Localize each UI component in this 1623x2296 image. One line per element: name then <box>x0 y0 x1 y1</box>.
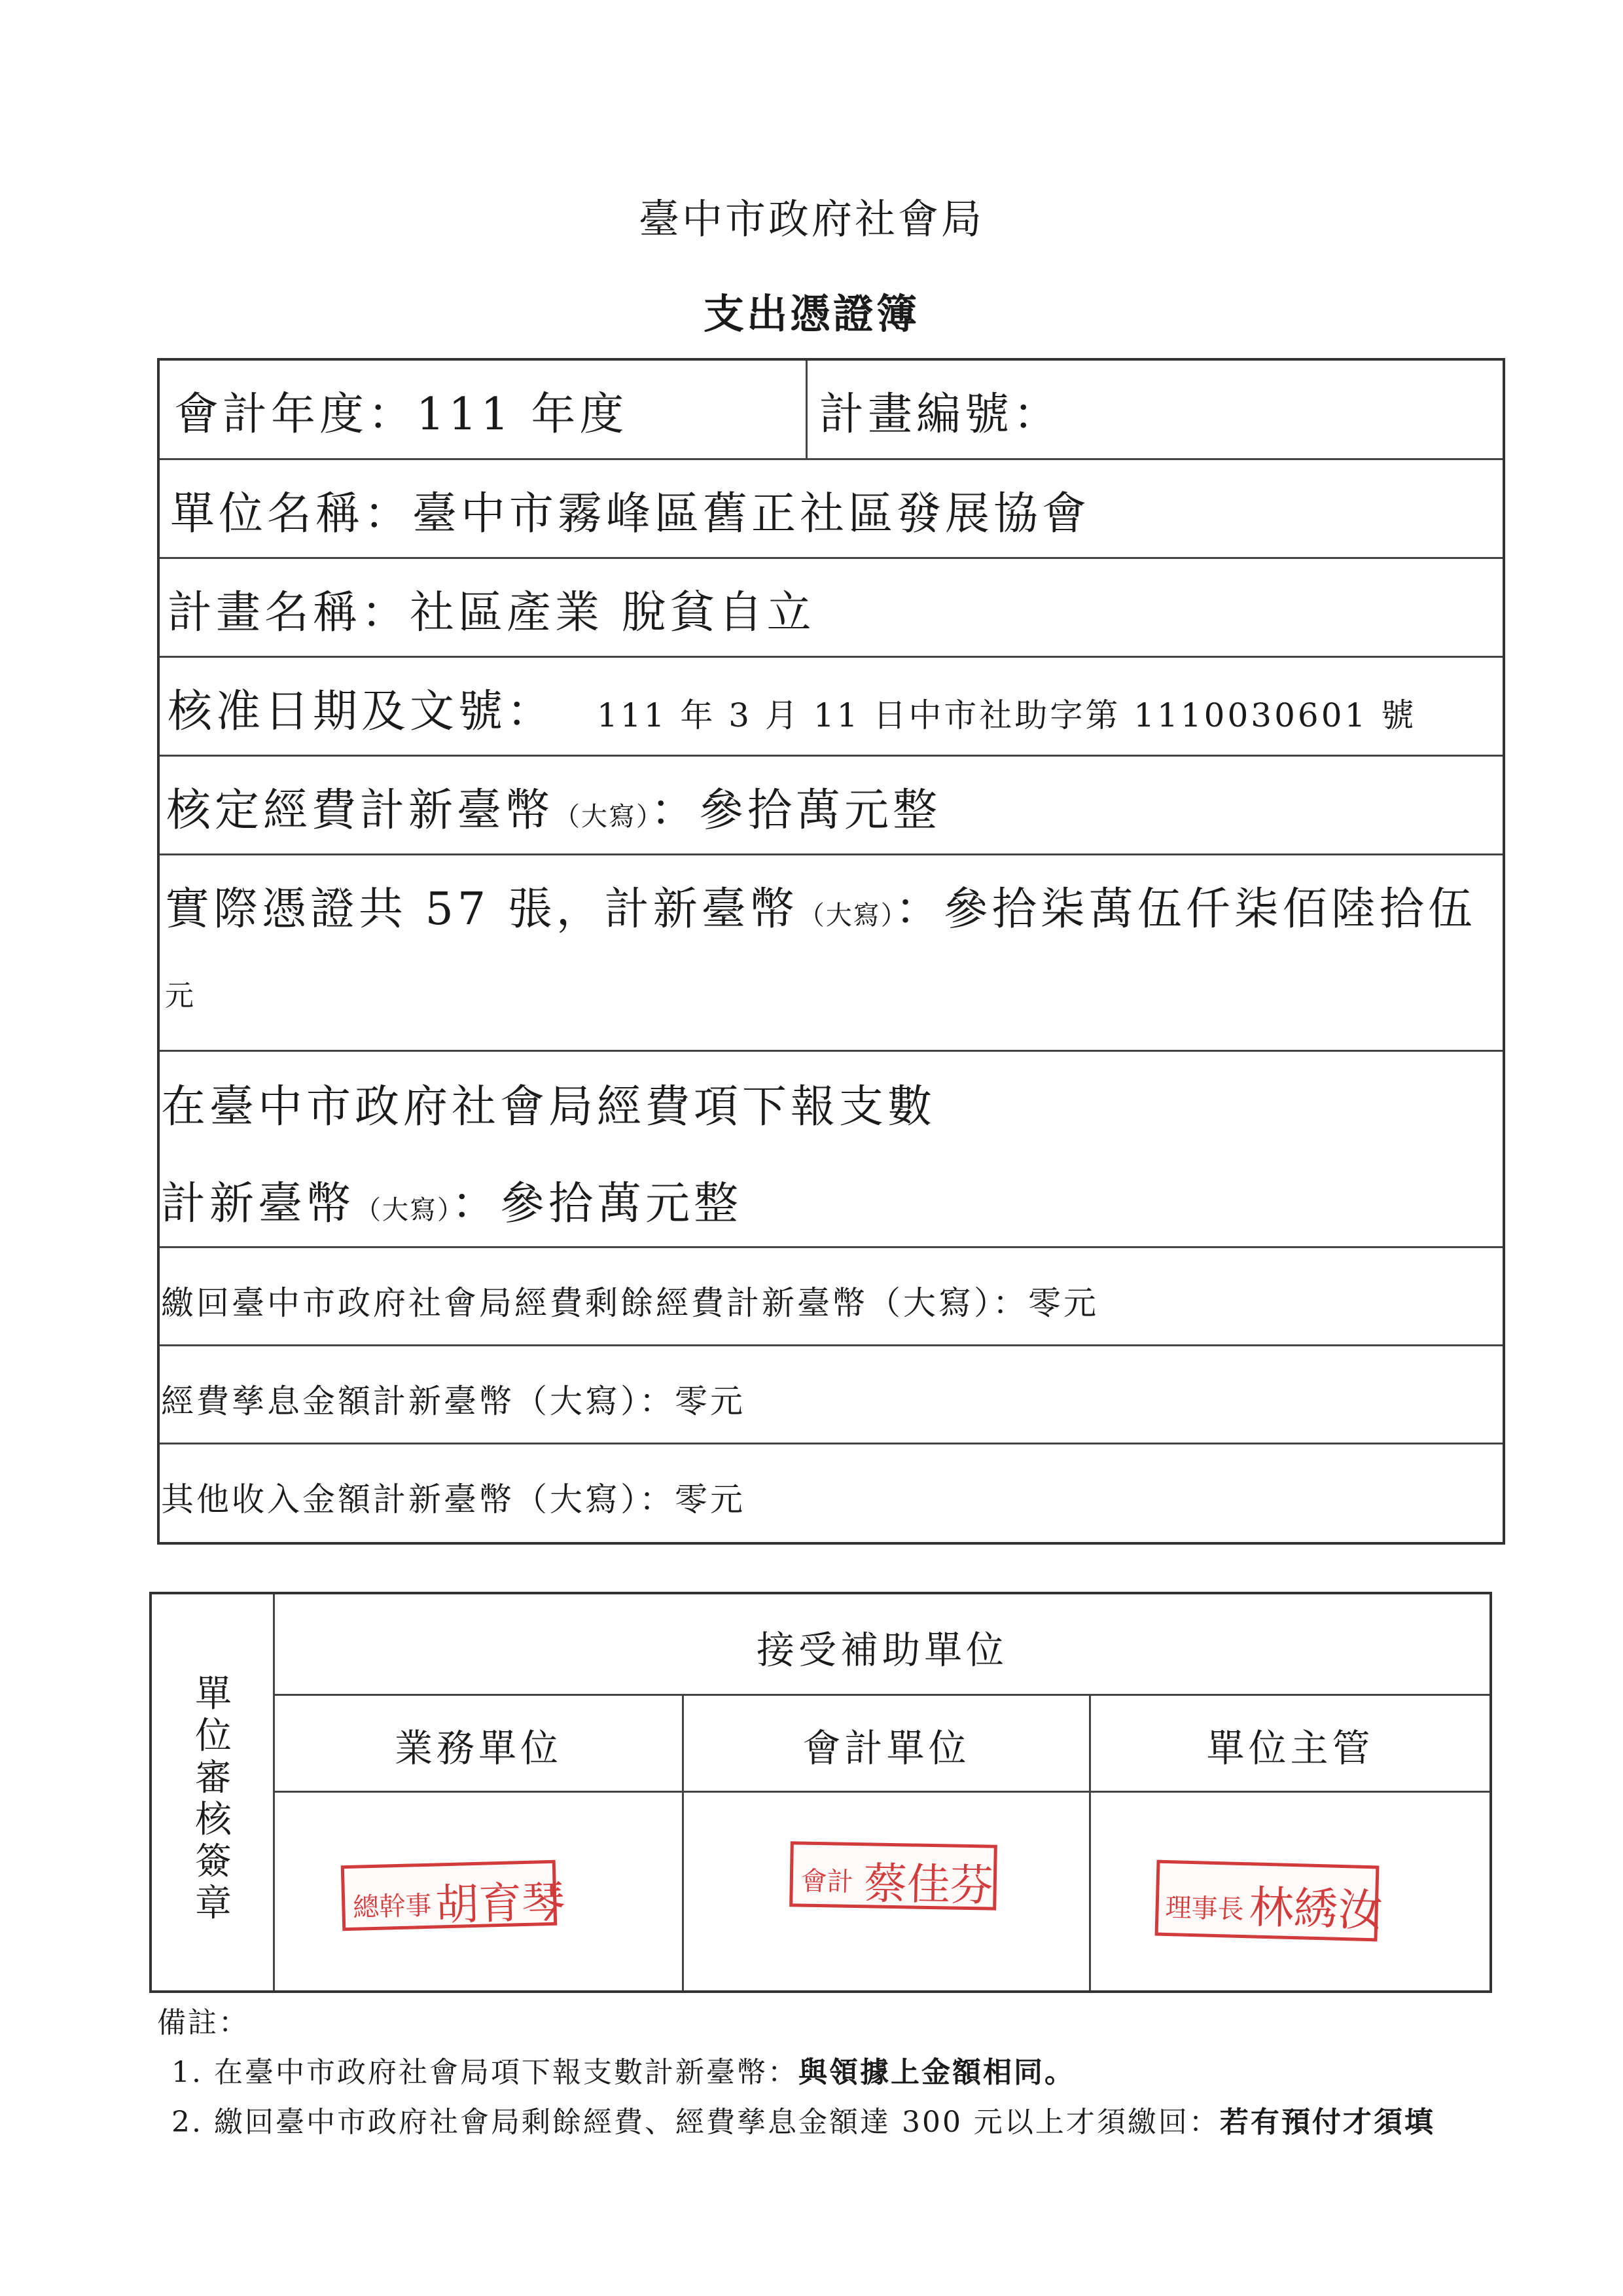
stamp2-name: 蔡佳芬 <box>863 1858 994 1911</box>
row1-divider <box>806 361 808 458</box>
recipient-unit-header: 接受補助單位 <box>756 1628 1008 1672</box>
side-char: 位 <box>195 1715 232 1757</box>
actual-vouchers-label: 實際憑證共 57 張，計新臺幣 <box>165 884 798 935</box>
fiscal-year-field <box>174 379 628 442</box>
row-unit-name <box>160 460 1503 559</box>
row-plan-name <box>160 559 1503 658</box>
reported-amount-label: 計新臺幣 <box>161 1178 355 1230</box>
unit-head-header: 單位主管 <box>1206 1726 1374 1770</box>
note-2-text: 2. 繳回臺中市政府社會局剩餘經費、經費孳息金額達 300 元以上才須繳回： <box>171 2106 1220 2139</box>
unit-name-field <box>170 478 1090 542</box>
unit-review-seal-label <box>152 1594 275 1990</box>
row-approval <box>160 658 1503 757</box>
stamp-chairperson <box>1155 1860 1383 1942</box>
plan-name-value: 社區產業 脫貧自立 <box>410 587 815 639</box>
document-title: 支出憑證簿 <box>703 290 919 338</box>
actual-amount-continuation: 元 <box>165 979 196 1013</box>
voucher-form-table <box>157 358 1505 1545</box>
row-approved-funds <box>160 757 1503 855</box>
approved-funds-field <box>166 775 941 838</box>
row-returned-funds <box>160 1248 1503 1346</box>
actual-amount-value: ：參拾柒萬伍仟柒佰陸拾伍 <box>895 884 1476 935</box>
stamp3-title: 理事長 <box>1165 1892 1245 1926</box>
unit-name-label: 單位名稱： <box>170 488 413 540</box>
returned-funds-text: 繳回臺中市政府社會局經費剩餘經費計新臺幣（大寫）：零元 <box>161 1284 1099 1322</box>
reported-amount-field <box>161 1168 742 1232</box>
row-reported-expenditure <box>160 1052 1503 1248</box>
plan-number-field <box>819 379 1061 442</box>
business-unit-header: 業務單位 <box>394 1726 562 1770</box>
note-1-emphasis: 與領據上金額相同。 <box>798 2056 1075 2089</box>
notes-title: 備註： <box>157 2006 249 2039</box>
unit-name-value: 臺中市霧峰區舊正社區發展協會 <box>412 488 1091 540</box>
plan-name-field <box>168 577 815 641</box>
interest-text: 經費孳息金額計新臺幣（大寫）：零元 <box>161 1382 745 1420</box>
actual-uppercase-note: （大寫） <box>798 901 895 931</box>
fiscal-year-value: 111 年度 <box>416 389 628 440</box>
approval-value: 111 年 3 月 11 日中市社助字第 1110030601 號 <box>597 696 1417 734</box>
approval-label: 核准日期及文號： <box>168 686 556 738</box>
note-1 <box>171 2049 1075 2090</box>
sig-col-divider-1 <box>682 1694 684 1990</box>
stamp1-title: 總幹事 <box>352 1890 433 1923</box>
side-char: 簽 <box>195 1840 232 1883</box>
reported-uppercase-note: （大寫） <box>355 1195 452 1225</box>
sig-divider-top <box>275 1694 1489 1696</box>
side-char: 審 <box>195 1757 232 1799</box>
row-interest <box>160 1346 1503 1444</box>
reported-amount-value: ：參拾萬元整 <box>452 1178 743 1230</box>
note-2-emphasis: 若有預付才須填 <box>1219 2106 1435 2139</box>
other-income-text: 其他收入金額計新臺幣（大寫）：零元 <box>161 1480 745 1518</box>
plan-number-label: 計畫編號： <box>819 389 1062 440</box>
actual-vouchers-field <box>165 874 1476 937</box>
approved-funds-label: 核定經費計新臺幣 <box>166 785 554 836</box>
stamp-accountant <box>789 1841 997 1910</box>
approved-funds-value: ：參拾萬元整 <box>651 785 942 836</box>
row-other-income <box>160 1444 1503 1545</box>
side-char: 章 <box>195 1882 232 1925</box>
note-1-text: 1. 在臺中市政府社會局項下報支數計新臺幣： <box>171 2056 798 2089</box>
accounting-unit-header: 會計單位 <box>802 1726 971 1770</box>
plan-name-label: 計畫名稱： <box>168 587 410 639</box>
stamp1-name: 胡育琴 <box>435 1876 566 1931</box>
sig-col-divider-2 <box>1089 1694 1091 1990</box>
stamp-general-secretary <box>341 1860 566 1931</box>
row-actual-vouchers <box>160 855 1503 1052</box>
org-title: 臺中市政府社會局 <box>638 195 984 243</box>
side-char: 核 <box>195 1799 232 1841</box>
side-char: 單 <box>195 1673 232 1715</box>
fiscal-year-label: 會計年度： <box>174 389 417 440</box>
sig-divider-mid <box>275 1791 1489 1793</box>
row-fiscal-year <box>160 361 1503 460</box>
stamp3-name: 林綉汝 <box>1248 1882 1383 1937</box>
signature-table <box>149 1592 1492 1993</box>
stamp2-title: 會計 <box>800 1866 854 1897</box>
approved-funds-uppercase-note: （大寫） <box>554 802 651 832</box>
note-2 <box>171 2098 1435 2140</box>
reported-heading: 在臺中市政府社會局經費項下報支數 <box>161 1081 936 1133</box>
